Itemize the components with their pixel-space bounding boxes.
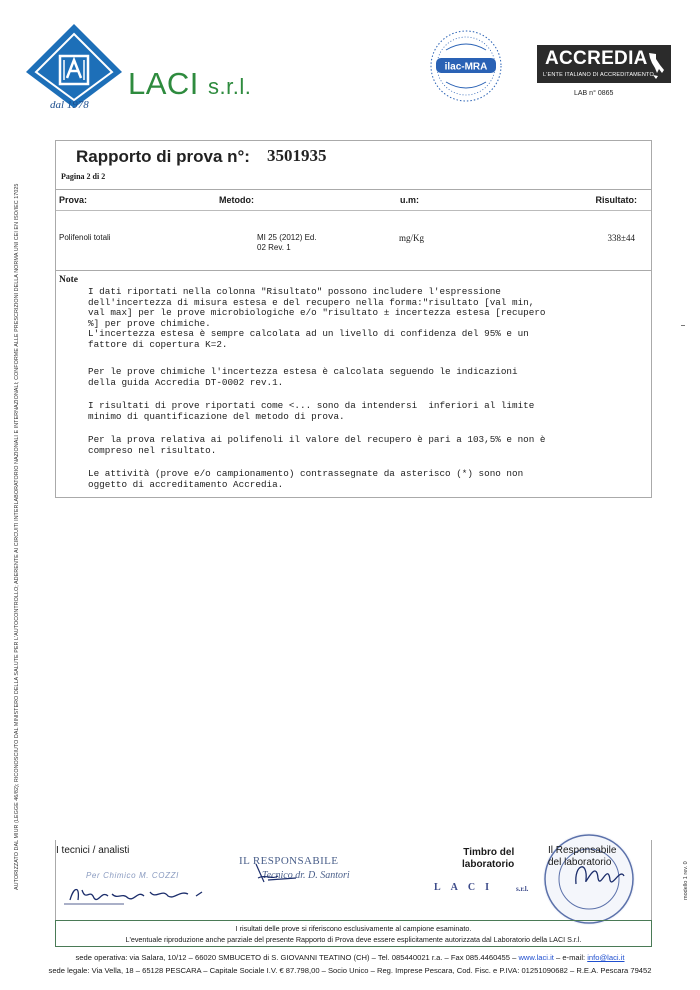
tecnici-label: I tecnici / analisti [56, 845, 130, 856]
email-link[interactable]: info@laci.it [587, 953, 625, 962]
note-paragraph: I dati riportati nella colonna "Risultato" possono includere l'espressione dell'incertezza di misura estesa e del recupero nella forma:"risultato [val min, val max] per le prove microbiologiche e/o "risultato ± incertezza estesa [recupero %] per prove chimiche. L'incertezza estesa è sempre calcolata ad un livello di confidenza del 95% e un fattore di copertura K=2. [88, 286, 546, 350]
chimico-stamp: Per Chimico M. COZZI [86, 871, 179, 880]
laci-stamp-srl: s.r.l. [516, 885, 529, 893]
accredia-logo [537, 45, 671, 83]
notes-section [55, 270, 652, 498]
cell-prova: Polifenoli totali [59, 233, 111, 242]
note-paragraph: Per la prova relativa ai polifenoli il valore del recupero è pari a 103,5% e non è compreso nel risultato. [88, 434, 546, 456]
page-indicator: Pagina 2 di 2 [61, 172, 106, 181]
disclaimer-line1: I risultati delle prove si riferiscono esclusivamente al campione esaminato. [235, 924, 472, 933]
col-header-risultato: Risultato: [595, 195, 637, 205]
website-link[interactable]: www.laci.it [518, 953, 554, 962]
cell-um: mg/Kg [399, 233, 425, 243]
report-header [55, 140, 652, 190]
cell-risultato: 338±44 [607, 233, 635, 243]
cell-metodo-line1: MI 25 (2012) Ed. [257, 233, 317, 242]
lab-responsabile-signature [570, 854, 630, 899]
company-name: LACI s.r.l. [128, 66, 252, 101]
lab-number: LAB n° 0865 [574, 90, 614, 97]
timbro-label: Timbro del laboratorio [462, 847, 515, 870]
ilac-mra-logo [428, 28, 504, 104]
model-version: modello 1 rev. 0 [683, 861, 689, 900]
responsabile-title: IL RESPONSABILE [239, 855, 339, 867]
footer-legal-address: sede legale: Via Vella, 18 – 65128 PESCARA – Capitale Sociale I.V. € 87.798,00 – Socio Unico – Reg. Imprese Pescara, Cod. Fisc. e P.IVA: 01251090682 – R.E.A. Pescara 79452 [48, 966, 652, 975]
footer-operational-address: sede operativa: via Salara, 10/12 – 66020 SMBUCETO di S. GIOVANNI TEATINO (CH) – Tel. 085440021 r.a. – Fax 085.4460455 – www.laci.it – e-mail: info@laci.it [75, 953, 625, 962]
cell-metodo-line2: 02 Rev. 1 [257, 243, 291, 252]
col-header-metodo: Metodo: [219, 195, 254, 205]
responsabile-signature [236, 860, 346, 893]
note-paragraph: I risultati di prove riportati come <... sono da intendersi inferiori al limite minimo di quantificazione del metodo di prova. [88, 400, 535, 422]
margin-authorization-text: AUTORIZZATO DAL MIUR (LEGGE 46/82); RICONOSCIUTO DAL MINISTERO DELLA SALUTE PER L'AUTOCONTROLLO; ADERENTE AI CIRCUITI INTERLABORATORIO NAZIONALI E INTERNAZIONALI; CONFORME ALLE PRESCRIZIONI DELLA NORMA UNI CEI EN ISO/IEC 17025 [14, 183, 20, 890]
note-paragraph: Per le prove chimiche l'incertezza estesa è calcolata seguendo le indicazioni della guida Accredia DT-0002 rev.1. [88, 366, 518, 388]
signatures-section [55, 840, 652, 920]
lab-responsabile-label: Il Responsabile del laboratorio [548, 845, 617, 868]
accredia-title: ACCREDIA [545, 48, 648, 69]
report-number: 3501935 [267, 146, 327, 165]
ilac-text: ilac-MRA [444, 61, 488, 73]
laci-stamp: LACI [434, 882, 500, 893]
notes-title: Note [59, 275, 78, 285]
company-since: dal 1978 [50, 99, 89, 111]
header-divider [56, 210, 651, 211]
note-paragraph: Le attività (prove e/o campionamento) contrassegnate da asterisco (*) sono non oggetto di accreditamento Accredia. [88, 468, 524, 490]
analyst-signature [64, 882, 214, 913]
disclaimer-box [55, 920, 652, 947]
responsabile-name: Tecnico dr. D. Santori [262, 870, 350, 881]
col-header-um: u.m: [400, 195, 419, 205]
disclaimer-line2: L'eventuale riproduzione anche parziale del presente Rapporto di Prova deve essere esplicitamente autorizzata dal Laboratorio della LACI S.r.l. [125, 935, 582, 944]
col-header-prova: Prova: [59, 195, 88, 205]
results-table [55, 190, 652, 270]
margin-mark [681, 325, 685, 326]
accredia-subtitle: L'ENTE ITALIANO DI ACCREDITAMENTO [543, 72, 654, 78]
italy-map-icon [647, 51, 667, 86]
report-title: Rapporto di prova n°: [76, 147, 250, 166]
